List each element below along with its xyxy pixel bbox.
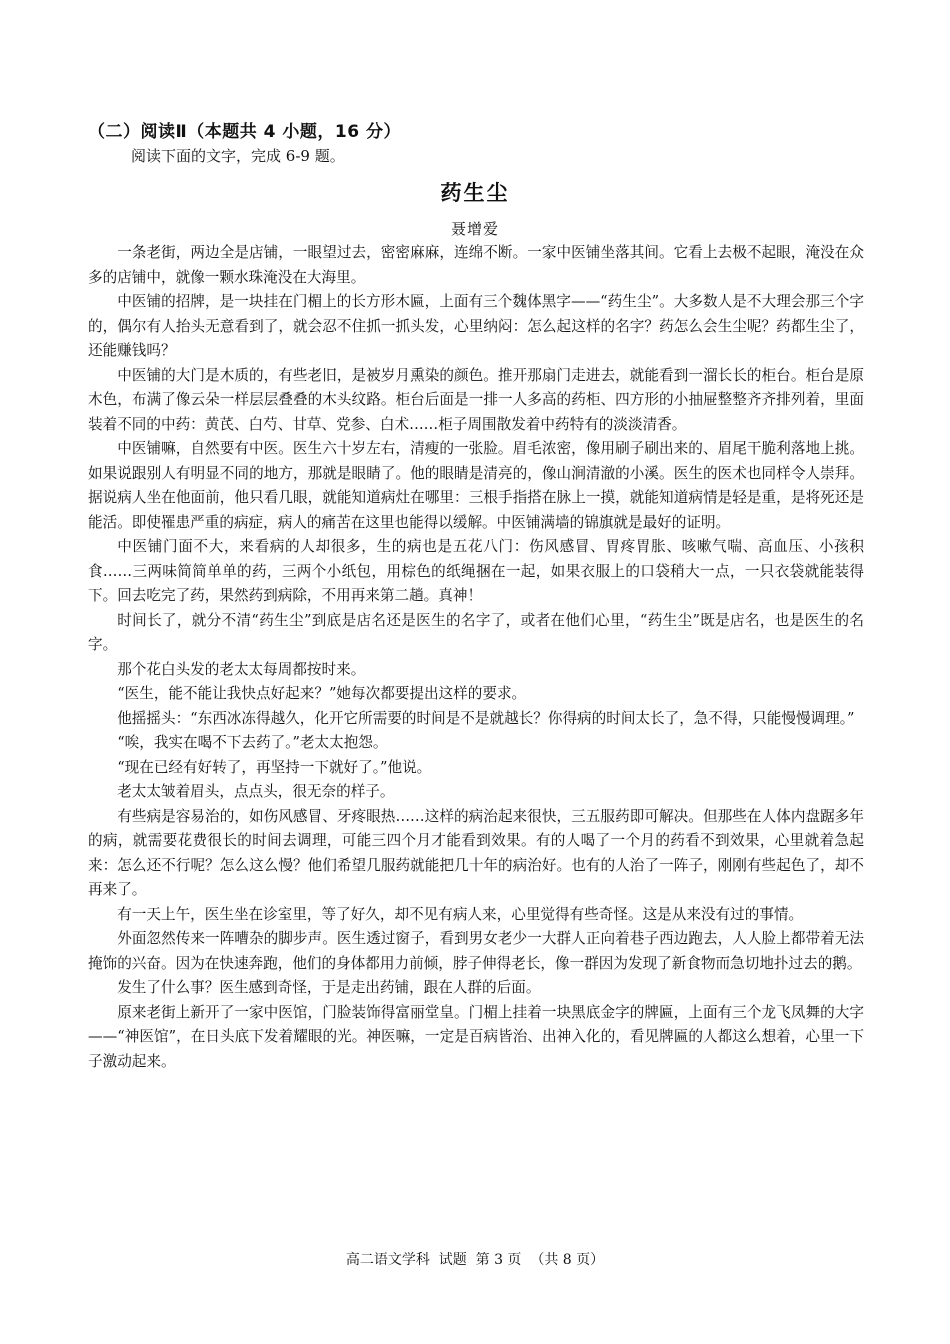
paragraph: “现在已经有好转了，再坚持一下就好了。”他说。 — [117, 758, 432, 776]
paragraph: 中医铺的大门是木质的，有些老旧，是被岁月熏染的颜色。推开那扇门走进去，就能看到一溜长长的柜台。柜台是原木色，布满了像云朵一样层层叠叠的木头纹路。柜台后面是一排一人多高的药柜、四方形的小抽屉整整齐齐排列着，里面装着不同的中药：黄芪、白芍、甘草、党参、白术……柜子周围散发着中药特有的淡淡清香。 — [88, 366, 864, 433]
paragraph: 有些病是容易治的，如伤风感冒、牙疼眼热……这样的病治起来很快，三五服药即可解决。但那些在人体内盘踞多年的病，就需要花费很长的时间去调理，可能三四个月才能看到效果。有的人喝了一个月的药看不到效果，心里就着急起来：怎么还不行呢？怎么这么慢？他们希望几服药就能把几十年的病治好。也有的人治了一阵子，刚刚有些起色了，却不再来了。 — [88, 807, 864, 898]
paragraph: 那个花白头发的老太太每周都按时来。 — [117, 660, 366, 678]
paragraph: 中医铺的招牌，是一块挂在门楣上的长方形木匾，上面有三个魏体黑字——“药生尘”。大多数人是不大理会那三个字的，偶尔有人抬头无意看到了，就会忍不住抓一抓头发，心里纳闷：怎么起这样的名字？药怎么会生尘呢？药都生尘了，还能赚钱吗？ — [88, 293, 864, 359]
paragraph: 发生了什么事？医生感到奇怪，于是走出药铺，跟在人群的后面。 — [117, 979, 541, 996]
paragraph: 时间长了，就分不清“药生尘”到底是店名还是医生的名字了，或者在他们心里，“药生尘”既是店名，也是医生的名字。 — [88, 611, 864, 653]
article-title: 药生尘 — [440, 181, 510, 205]
article-body — [88, 241, 864, 1074]
article-author: 聂增爱 — [450, 220, 499, 238]
instruction-text: 阅读下面的文字，完成 6-9 题。 — [131, 147, 345, 165]
section-heading: （二）阅读Ⅱ（本题共 4 小题，16 分） — [88, 122, 401, 142]
paragraph: “唉，我实在喝不下去药了。”老太太抱怨。 — [117, 734, 388, 751]
paragraph: 原来老街上新开了一家中医馆，门脸装饰得富丽堂皇。门楣上挂着一块黑底金字的牌匾，上面有三个龙飞凤舞的大字——“神医馆”，在日头底下发着耀眼的光。神医嘛，一定是百病皆治、出神入化的，看见牌匾的人都这么想着，心里一下子激动起来。 — [88, 1003, 864, 1070]
page-footer: 高二语文学科 试题 第 3 页 （共 8 页） — [345, 1252, 605, 1268]
paragraph: “医生，能不能让我快点好起来？”她每次都要提出这样的要求。 — [117, 685, 527, 702]
paragraph: 一条老街，两边全是店铺，一眼望过去，密密麻麻，连绵不断。一家中医铺坐落其间。它看上去极不起眼，淹没在众多的店铺中，就像一颗水珠淹没在大海里。 — [88, 244, 864, 286]
paragraph: 有一天上午，医生坐在诊室里，等了好久，却不见有病人来，心里觉得有些奇怪。这是从来没有过的事情。 — [117, 905, 804, 923]
paragraph: 外面忽然传来一阵嘈杂的脚步声。医生透过窗子，看到男女老少一大群人正向着巷子西边跑去，人人脸上都带着无法掩饰的兴奋。因为在快速奔跑，他们的身体都用力前倾，脖子伸得老长，像一群因为发现了新食物而急切地扑过去的鹅。 — [88, 930, 864, 972]
paragraph: 他摇摇头：“东西冰冻得越久，化开它所需要的时间是不是就越长？你得病的时间太长了，急不得，只能慢慢调理。” — [117, 709, 855, 727]
paragraph: 中医铺门面不大，来看病的人却很多，生的病也是五花八门：伤风感冒、胃疼胃胀、咳嗽气喘、高血压、小孩积食……三两味简简单单的药，三两个小纸包，用棕色的纸绳捆在一起，如果衣服上的口袋稍大一点，一只衣袋就能装得下。回去吃完了药，果然药到病除，不用再来第二趟。真神！ — [88, 538, 864, 604]
paragraph: 老太太皱着眉头，点点头，很无奈的样子。 — [117, 783, 395, 800]
paragraph: 中医铺嘛，自然要有中医。医生六十岁左右，清瘦的一张脸。眉毛浓密，像用刷子刷出来的、眉尾干脆利落地上挑。如果说跟别人有明显不同的地方，那就是眼睛了。他的眼睛是清亮的，像山涧清澈的小溪。医生的医术也同样令人崇拜。据说病人坐在他面前，他只看几眼，就能知道病灶在哪里：三根手指搭在脉上一摸，就能知道病情是轻是重，是将死还是能活。即使罹患严重的病症，病人的痛苦在这里也能得以缓解。中医铺满墙的锦旗就是最好的证明。 — [88, 440, 864, 531]
